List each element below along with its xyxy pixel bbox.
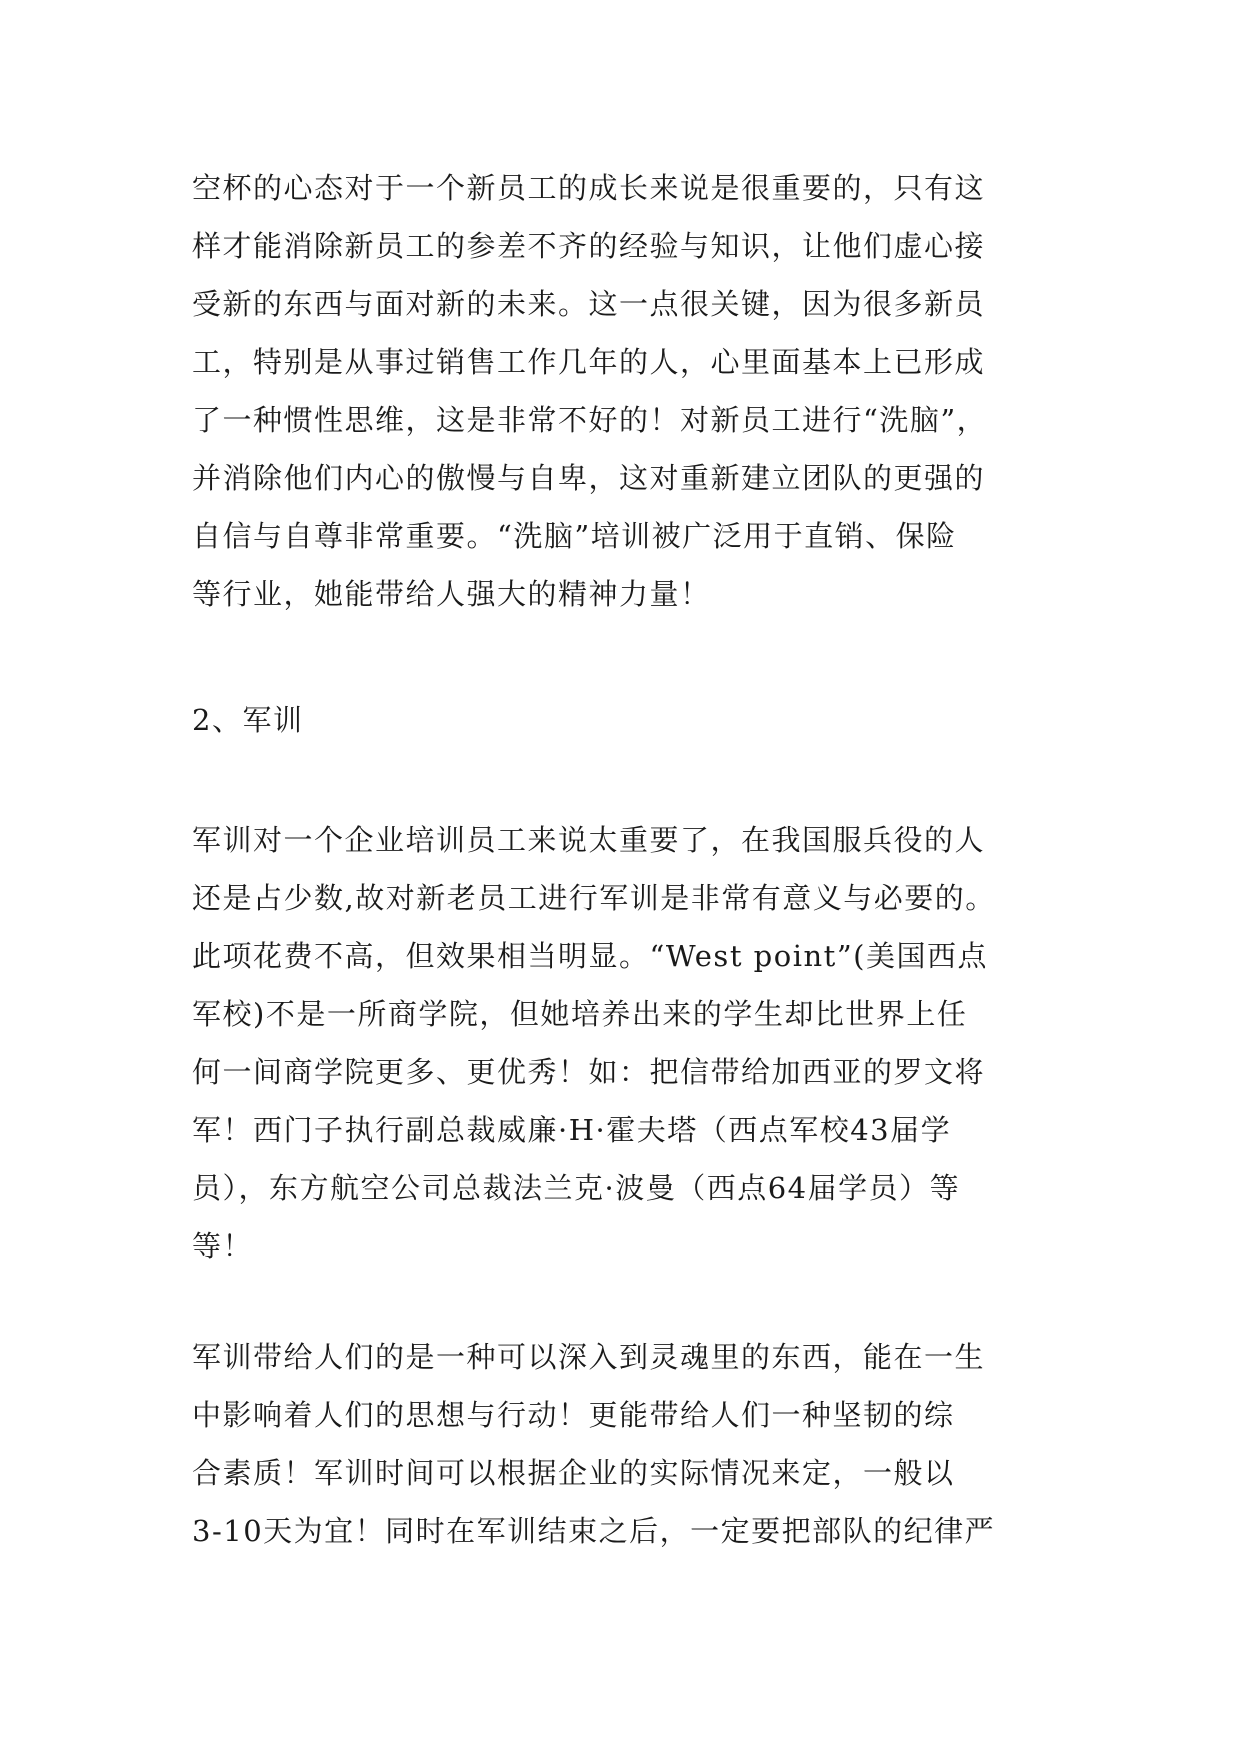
paragraph-military-training-effects: 军训带给人们的是一种可以深入到灵魂里的东西，能在一生 中影响着人们的思想与行动！更能带给人们一种坚韧的综 合素质！军训时间可以根据企业的实际情况来定，一般以 3-10天为宜！同时在军训结束之后，一定要把部队的纪律严 — [192, 1340, 996, 1548]
section-heading-military-training: 2、军训 — [192, 703, 304, 737]
paragraph-empty-cup-mindset: 空杯的心态对于一个新员工的成长来说是很重要的，只有这 样才能消除新员工的参差不齐的经验与知识，让他们虚心接 受新的东西与面对新的未来。这一点很关键，因为很多新员 工，特别是从事过销售工作几年的人，心里面基本上已形成 了一种惯性思维，这是非常不好的！对新员工进行“洗脑”， 并消除他们内心的傲慢与自卑，这对重新建立团队的更强的 自信与自尊非常重要。“洗脑”培训被广泛用于直销、保险 等行业，她能带给人强大的精神力量！ — [192, 171, 988, 611]
paragraph-military-training-importance: 军训对一个企业培训员工来说太重要了，在我国服兵役的人 还是占少数,故对新老员工进行军训是非常有意义与必要的。 此项花费不高，但效果相当明显。“West point”(美国西点 军校)不是一所商学院，但她培养出来的学生却比世界上任 何一间商学院更多、更优秀！如：把信带给加西亚的罗文将 军！西门子执行副总裁威廉·H·霍夫塔（西点军校43届学 员），东方航空公司总裁法兰克·波曼（西点64届学员）等 等！ — [192, 823, 996, 1263]
